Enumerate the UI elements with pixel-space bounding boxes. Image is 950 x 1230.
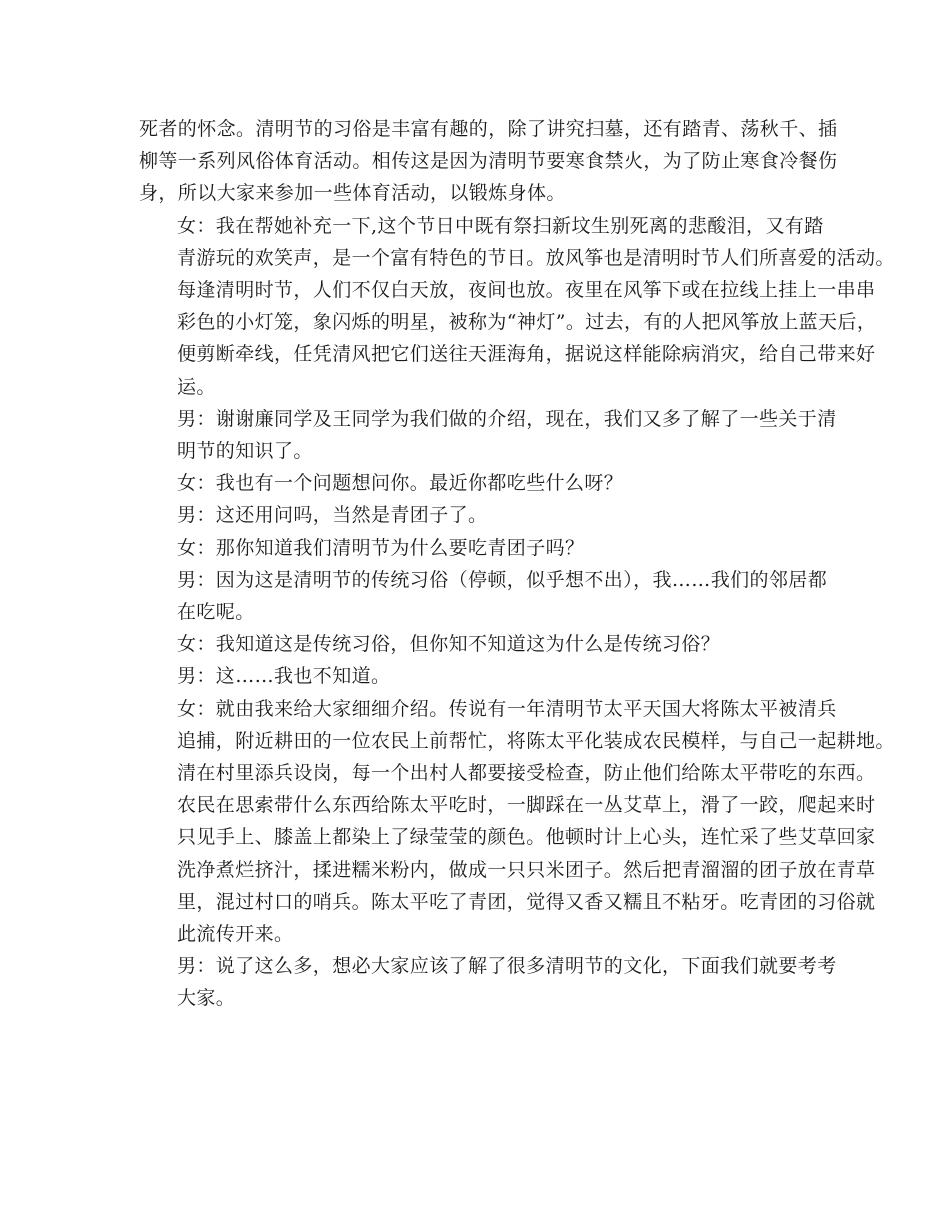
text-line: 只见手上、膝盖上都染上了绿莹莹的颜色。他顿时计上心头，连忙采了些艾草回家 xyxy=(177,826,876,849)
text-line: 彩色的小灯笼，象闪烁的明星，被称为“神灯”。过去，有的人把风筝放上蓝天后， xyxy=(177,311,877,334)
paragraph xyxy=(139,113,838,210)
text-line: 女：我知道这是传统习俗，但你知不知道这为什么是传统习俗？ xyxy=(177,633,721,656)
text-line: 男：这还用问吗，当然是青团子了。 xyxy=(177,504,488,527)
text-line: 此流传开来。 xyxy=(177,923,294,946)
text-line: 清在村里添兵设岗，每一个出村人都要接受检查，防止他们给陈太平带吃的东西。 xyxy=(177,762,876,785)
paragraph xyxy=(139,403,837,467)
text-line: 男：说了这么多，想必大家应该了解了很多清明节的文化，下面我们就要考考 xyxy=(177,955,837,978)
paragraph xyxy=(139,693,895,951)
text-line: 运。 xyxy=(177,375,216,398)
text-line: 大家。 xyxy=(177,987,236,1010)
text-line: 女：我也有一个问题想问你。最近你都吃些什么呀？ xyxy=(177,472,624,495)
paragraph xyxy=(139,532,819,564)
paragraph xyxy=(139,950,837,1014)
text-line: 女：那你知道我们清明节为什么要吃青团子吗？ xyxy=(177,536,585,559)
paragraph xyxy=(139,499,819,531)
text-line: 便剪断牵线，任凭清风把它们送往天涯海角，据说这样能除病消灾，给自己带来好 xyxy=(177,343,876,366)
text-line: 女：我在帮她补充一下,这个节日中既有祭扫新坟生别死离的悲酸泪，又有踏 xyxy=(177,214,824,237)
text-line: 男：因为这是清明节的传统习俗（停顿，似乎想不出），我……我们的邻居都 xyxy=(177,568,828,591)
text-line: 农民在思索带什么东西给陈太平吃时，一脚踩在一丛艾草上，滑了一跤，爬起来时 xyxy=(177,794,876,817)
text-line: 在吃呢。 xyxy=(177,601,255,624)
text-line: 身，所以大家来参加一些体育活动，以锻炼身体。 xyxy=(139,182,566,205)
text-line: 洗净煮烂挤汁，揉进糯米粉内，做成一只只米团子。然后把青溜溜的团子放在青草 xyxy=(177,858,876,881)
text-line: 男：谢谢廉同学及王同学为我们做的介绍，现在，我们又多了解了一些关于清 xyxy=(177,407,837,430)
paragraph xyxy=(139,660,819,692)
text-line: 死者的怀念。清明节的习俗是丰富有趣的，除了讲究扫墓，还有踏青、荡秋千、插 xyxy=(139,118,838,140)
text-line: 男：这……我也不知道。 xyxy=(177,665,391,688)
document-body xyxy=(139,113,895,1015)
text-line: 每逢清明时节，人们不仅白天放，夜间也放。夜里在风筝下或在拉线上挂上一串串 xyxy=(177,279,876,302)
paragraph xyxy=(139,210,895,403)
paragraph xyxy=(139,467,819,499)
text-line: 青游玩的欢笑声，是一个富有特色的节日。放风筝也是清明时节人们所喜爱的活动。 xyxy=(177,246,895,269)
text-line: 明节的知识了。 xyxy=(177,440,313,463)
text-line: 女：就由我来给大家细细介绍。传说有一年清明节太平天国大将陈太平被清兵 xyxy=(177,697,837,720)
paragraph xyxy=(139,564,828,628)
text-line: 柳等一系列风俗体育活动。相传这是因为清明节要寒食禁火，为了防止寒食冷餐伤 xyxy=(139,150,838,173)
paragraph xyxy=(139,628,819,660)
text-line: 追捕，附近耕田的一位农民上前帮忙，将陈太平化装成农民模样，与自己一起耕地。 xyxy=(177,729,895,752)
text-line: 里，混过村口的哨兵。陈太平吃了青团，觉得又香又糯且不粘牙。吃青团的习俗就 xyxy=(177,890,876,913)
